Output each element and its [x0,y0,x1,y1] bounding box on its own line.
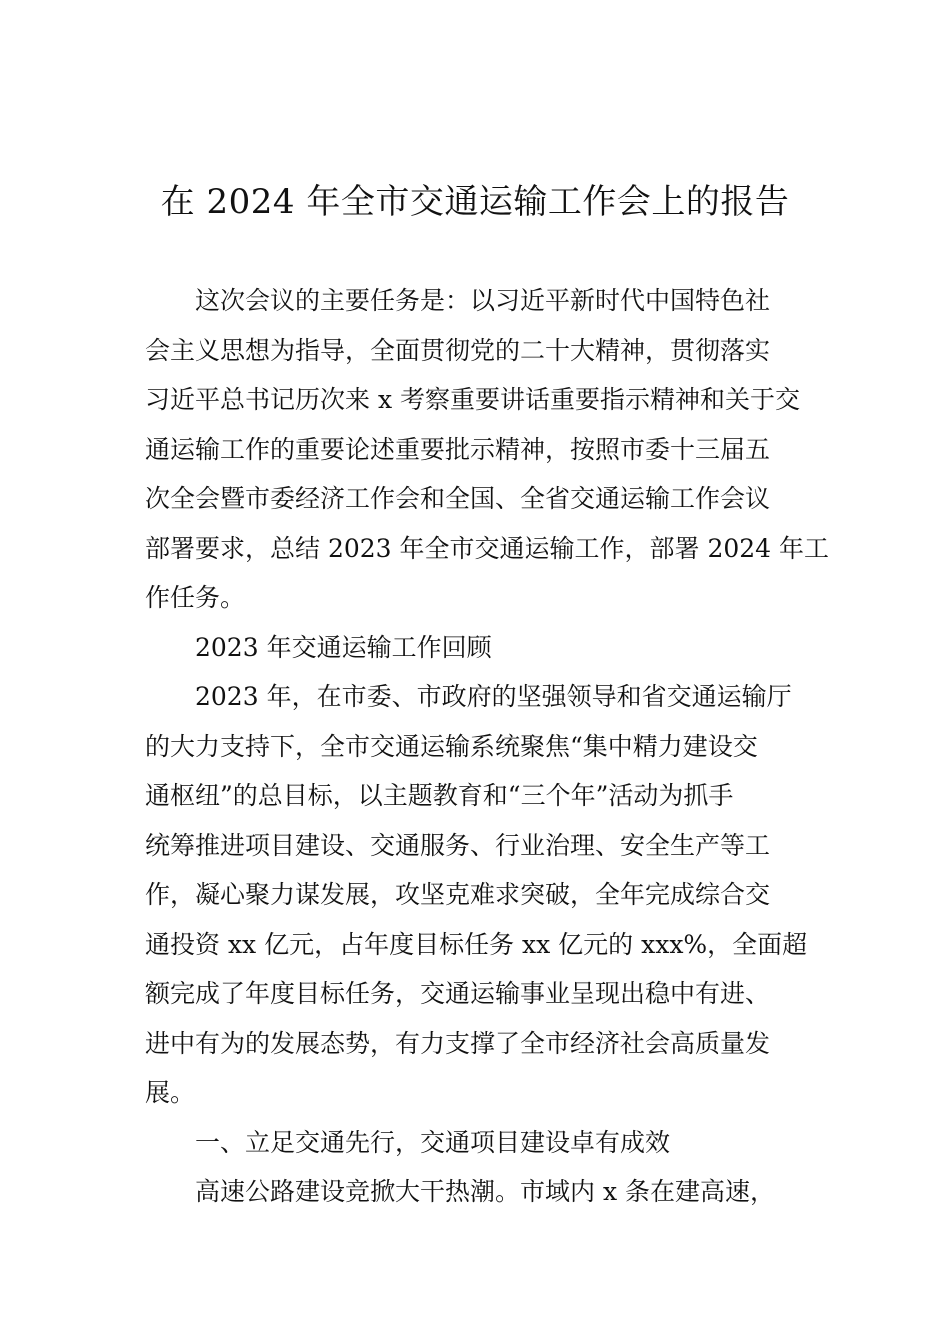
section-heading-1 [145,1118,825,1168]
section-heading-review [145,623,825,673]
paragraph-line: 会主义思想为指导，全面贯彻党的二十大精神，贯彻落实 [145,335,771,365]
paragraph-review [145,672,825,1118]
paragraph-line: 进中有为的发展态势，有力支撑了全市经济社会高质量发 [145,1028,771,1058]
paragraph-line: 的大力支持下，全市交通运输系统聚焦“集中精力建设交 [145,731,758,761]
paragraph-intro [145,276,830,623]
paragraph-line: 通投资 xx 亿元，占年度目标任务 xx 亿元的 xxx%，全面超 [145,929,808,959]
paragraph-line: 高速公路建设竞掀大干热潮。市域内 x 条在建高速， [195,1177,775,1206]
paragraph-line: 通枢纽”的总目标，以主题教育和“三个年”活动为抓手 [145,781,734,810]
heading-line: 2023 年交通运输工作回顾 [195,632,492,662]
paragraph-line: 部署要求，总结 2023 年全市交通运输工作，部署 2024 年工 [145,533,830,563]
paragraph-line: 这次会议的主要任务是：以习近平新时代中国特色社 [195,286,771,315]
paragraph-highway [145,1167,825,1217]
paragraph-line: 统筹推进项目建设、交通服务、行业治理、安全生产等工 [145,830,771,860]
paragraph-line: 额完成了年度目标任务，交通运输事业呈现出稳中有进、 [145,979,771,1008]
document-title: 在 2024 年全市交通运输工作会上的报告 [160,182,790,222]
paragraph-line: 通运输工作的重要论述重要批示精神，按照市委十三届五 [145,434,771,464]
document-body [145,276,830,1217]
paragraph-line: 作，凝心聚力谋发展，攻坚克难求突破，全年完成综合交 [145,880,771,909]
paragraph-line: 2023 年，在市委、市政府的坚强领导和省交通运输厅 [195,682,792,711]
heading-line: 一、立足交通先行，交通项目建设卓有成效 [195,1127,671,1157]
paragraph-line: 作任务。 [145,583,246,612]
paragraph-line: 习近平总书记历次来 x 考察重要讲话重要指示精神和关于交 [145,385,800,414]
paragraph-line: 次全会暨市委经济工作会和全国、全省交通运输工作会议 [145,484,771,513]
paragraph-line: 展。 [145,1078,196,1107]
